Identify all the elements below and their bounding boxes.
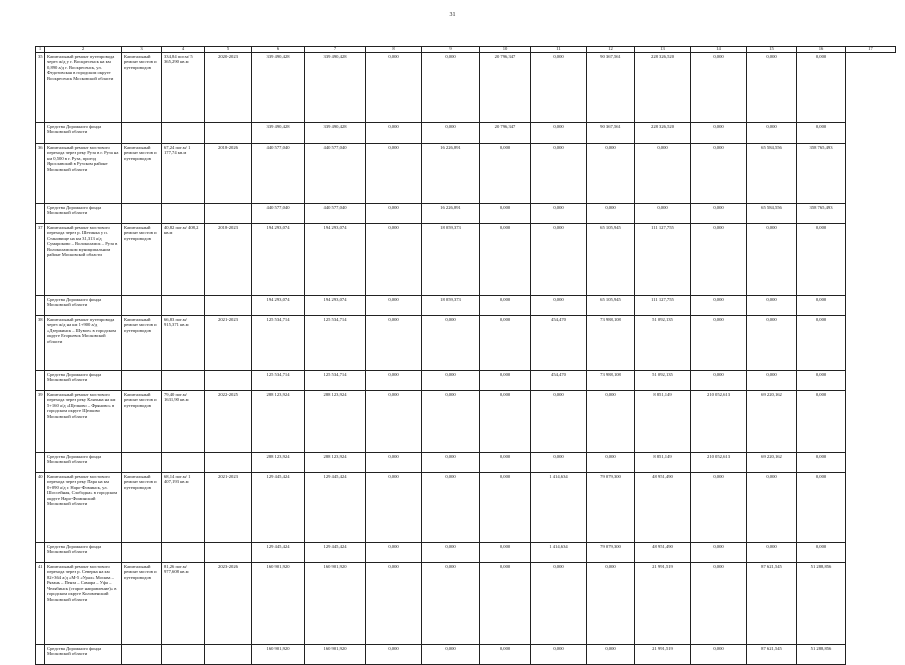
amount-cell: 0,000 [747, 52, 797, 122]
amount-cell: 87 621,545 [747, 562, 797, 644]
amount-cell: 440 577,040 [252, 203, 305, 223]
amount-cell: 0,000 [366, 644, 422, 664]
amount-cell: 65 584,556 [747, 203, 797, 223]
work-type: Капитальный ремонт мостов и путепроводов [122, 472, 162, 542]
amount-cell: 0,000 [587, 562, 635, 644]
amount-cell: 0,000 [480, 370, 531, 390]
amount-cell: 0,000 [531, 562, 587, 644]
empty-cell [36, 370, 45, 390]
amount-cell: 125 534,714 [252, 315, 305, 370]
page-number: 31 [449, 12, 456, 18]
project-name: Капитальный ремонт путепровода через ж/д на км 1+900 а/д «Дзержинск – Шувое» в городском округе Егорьевск Московской области [45, 315, 122, 370]
project-row [36, 143, 896, 203]
amount-cell: 0,000 [691, 52, 747, 122]
amount-cell: 0,000 [797, 370, 846, 390]
amount-cell: 0,000 [422, 122, 480, 143]
amount-cell: 129 445,424 [305, 472, 366, 542]
amount-cell: 194 293,074 [305, 295, 366, 315]
work-type: Капитальный ремонт мостов и путепроводов [122, 52, 162, 122]
amount-cell: 48 951,490 [635, 542, 691, 562]
funding-source-row [36, 644, 896, 664]
empty-cell [36, 295, 45, 315]
work-type: Капитальный ремонт мостов и путепроводов [122, 315, 162, 370]
capacity: 79,40 пог.м/ 1631,90 кв.м [162, 390, 205, 452]
empty-cell [36, 542, 45, 562]
amount-cell: 0,000 [480, 295, 531, 315]
amount-cell: 210 052,613 [691, 452, 747, 472]
amount-cell: 440 577,040 [252, 143, 305, 203]
amount-cell: 0,000 [366, 390, 422, 452]
amount-cell: 228 326,520 [635, 52, 691, 122]
empty-cell [122, 203, 162, 223]
amount-cell: 65 584,556 [747, 143, 797, 203]
amount-cell: 0,000 [480, 390, 531, 452]
amount-cell: 288 123,924 [252, 452, 305, 472]
amount-cell: 0,000 [635, 203, 691, 223]
amount-cell: 0,000 [422, 562, 480, 644]
amount-cell: 0,000 [747, 542, 797, 562]
amount-cell: 0,000 [480, 542, 531, 562]
amount-cell: 0,000 [531, 452, 587, 472]
amount-cell: 90 367,561 [587, 122, 635, 143]
amount-cell: 0,000 [691, 122, 747, 143]
amount-cell: 0,000 [747, 315, 797, 370]
empty-cell [162, 203, 205, 223]
amount-cell: 0,000 [366, 562, 422, 644]
row-number: 36 [36, 143, 45, 203]
empty-cell [162, 295, 205, 315]
empty-cell [162, 370, 205, 390]
amount-cell: 0,000 [797, 472, 846, 542]
amount-cell: 48 951,490 [635, 472, 691, 542]
project-row [36, 390, 896, 452]
amount-cell: 0,000 [480, 562, 531, 644]
amount-cell: 20 796,347 [480, 52, 531, 122]
column-number: 7 [305, 47, 366, 53]
empty-cell [205, 295, 252, 315]
amount-cell: 0,000 [366, 542, 422, 562]
funding-source: Средства Дорожного фонда Московской области [45, 370, 122, 390]
amount-cell: 0,000 [531, 223, 587, 295]
empty-cell [122, 542, 162, 562]
funding-source: Средства Дорожного фонда Московской области [45, 452, 122, 472]
amount-cell: 0,000 [691, 223, 747, 295]
amount-cell: 339 490,428 [305, 52, 366, 122]
amount-cell: 0,000 [691, 542, 747, 562]
amount-cell: 0,000 [480, 203, 531, 223]
empty-cell [162, 122, 205, 143]
amount-cell: 0,000 [480, 452, 531, 472]
project-row [36, 472, 896, 542]
amount-cell: 0,000 [587, 644, 635, 664]
amount-cell: 129 445,424 [252, 542, 305, 562]
amount-cell: 0,000 [531, 143, 587, 203]
amount-cell: 0,000 [531, 295, 587, 315]
funding-source-row [36, 452, 896, 472]
work-type: Капитальный ремонт мостов и путепроводов [122, 223, 162, 295]
amount-cell: 0,000 [480, 315, 531, 370]
project-name: Капитальный ремонт мостового перехода через р. Северка на км 82+364 а/д «М-5 «Урал» Москва – Рязань – Пенза – Самара – Уфа – Челябинск (старое направление)» в городском округе Коломенский Московской области [45, 562, 122, 644]
work-type: Капитальный ремонт мостов и путепроводов [122, 562, 162, 644]
amount-cell: 51 288,856 [797, 562, 846, 644]
capacity: 40,82 пог.м/ 408,2 кв.м [162, 223, 205, 295]
amount-cell: 339 490,428 [252, 122, 305, 143]
empty-cell [36, 644, 45, 664]
amount-cell: 440 577,040 [305, 143, 366, 203]
empty-cell [36, 122, 45, 143]
amount-cell: 90 367,561 [587, 52, 635, 122]
amount-cell: 358 765,493 [797, 203, 846, 223]
work-type: Капитальный ремонт мостов и путепроводов [122, 143, 162, 203]
empty-cell [122, 295, 162, 315]
amount-cell: 0,000 [366, 370, 422, 390]
funding-source-row [36, 370, 896, 390]
amount-cell: 0,000 [480, 223, 531, 295]
amount-cell: 0,000 [797, 122, 846, 143]
row-number: 39 [36, 390, 45, 452]
row-number: 37 [36, 223, 45, 295]
amount-cell: 0,000 [797, 542, 846, 562]
amount-cell: 51 092,135 [635, 370, 691, 390]
amount-cell: 1 414,634 [531, 472, 587, 542]
amount-cell: 0,000 [366, 223, 422, 295]
amount-cell: 8 851,149 [635, 452, 691, 472]
capacity: 66,83 пог.м/ 915,371 кв.м [162, 315, 205, 370]
empty-cell [122, 644, 162, 664]
amount-cell: 73 988,108 [587, 370, 635, 390]
amount-cell: 79 079,300 [587, 472, 635, 542]
amount-cell: 0,000 [587, 452, 635, 472]
years: 2021-2023 [205, 472, 252, 542]
capacity: 334,84 пог.м/ 5 365,290 кв.м [162, 52, 205, 122]
amount-cell: 0,000 [531, 644, 587, 664]
funding-source: Средства Дорожного фонда Московской области [45, 542, 122, 562]
amount-cell: 0,000 [422, 542, 480, 562]
amount-cell: 0,000 [691, 644, 747, 664]
project-name: Капитальный ремонт путепровода через ж/д у г. Воскресенск на км 0,890 а/д г. Воскресенск, ул. Федотовская в городском округе Воскресенск Московской области [45, 52, 122, 122]
amount-cell: 18 059,373 [422, 295, 480, 315]
amount-cell: 0,000 [797, 295, 846, 315]
amount-cell: 0,000 [635, 143, 691, 203]
amount-cell: 0,000 [366, 472, 422, 542]
amount-cell: 0,000 [422, 390, 480, 452]
empty-cell [122, 122, 162, 143]
amount-cell: 0,000 [691, 143, 747, 203]
empty-cell [205, 452, 252, 472]
amount-cell: 0,000 [747, 472, 797, 542]
amount-cell: 0,000 [422, 472, 480, 542]
years: 2018-2026 [205, 143, 252, 203]
amount-cell: 288 123,924 [305, 452, 366, 472]
amount-cell: 0,000 [366, 295, 422, 315]
project-name: Капитальный ремонт мостового перехода через реку Клязьма на км 5+160 а/д «Щелково – Фряново» в городском округе Щелково Московской области [45, 390, 122, 452]
amount-cell: 0,000 [422, 452, 480, 472]
column-number: 8 [366, 47, 422, 53]
empty-cell [205, 542, 252, 562]
empty-cell [122, 452, 162, 472]
column-number: 12 [587, 47, 635, 53]
column-number: 16 [797, 47, 846, 53]
amount-cell: 0,000 [480, 644, 531, 664]
column-number: 13 [635, 47, 691, 53]
amount-cell: 0,000 [531, 52, 587, 122]
amount-cell: 0,000 [366, 315, 422, 370]
capacity: 68,14 пог.м/ 1 407,193 кв.м [162, 472, 205, 542]
budget-table [35, 46, 896, 665]
amount-cell: 0,000 [747, 122, 797, 143]
empty-cell [36, 203, 45, 223]
amount-cell: 87 621,545 [747, 644, 797, 664]
amount-cell: 65 105,945 [587, 223, 635, 295]
row-number: 41 [36, 562, 45, 644]
years: 2018-2023 [205, 223, 252, 295]
column-number: 3 [122, 47, 162, 53]
row-number: 38 [36, 315, 45, 370]
empty-cell [205, 122, 252, 143]
empty-cell [162, 452, 205, 472]
funding-source-row [36, 122, 896, 143]
empty-cell [162, 644, 205, 664]
amount-cell: 65 105,945 [587, 295, 635, 315]
project-name: Капитальный ремонт мостового перехода через реку Руза в г. Руза на км 0,500 в г. Руза, проезд Ярославский в Рузском районе Московской области [45, 143, 122, 203]
funding-source-row [36, 203, 896, 223]
amount-cell: 0,000 [422, 52, 480, 122]
project-name: Капитальный ремонт мостового перехода через реку Пара на км 0+090 а/д г. Наро-Фоминск, ул. Шоссейная, Слободка» в городском округе Наро-Фоминский Московской области [45, 472, 122, 542]
amount-cell: 0,000 [587, 143, 635, 203]
amount-cell: 160 901,920 [305, 562, 366, 644]
column-number: 2 [45, 47, 122, 53]
amount-cell: 0,000 [422, 315, 480, 370]
amount-cell: 194 293,074 [252, 295, 305, 315]
amount-cell: 0,000 [587, 390, 635, 452]
amount-cell: 288 123,924 [305, 390, 366, 452]
amount-cell: 288 123,924 [252, 390, 305, 452]
amount-cell: 8 851,149 [635, 390, 691, 452]
amount-cell: 339 490,428 [252, 52, 305, 122]
project-name: Капитальный ремонт мостового перехода через р. Шетинка у п. Становище на км 31,313 а/д Сумароково – Волоколамск – Руза в Волоколамском муниципальном районе Московской области [45, 223, 122, 295]
amount-cell: 125 534,714 [305, 370, 366, 390]
years: 2022-2025 [205, 390, 252, 452]
amount-cell: 0,000 [797, 390, 846, 452]
amount-cell: 0,000 [691, 315, 747, 370]
amount-cell: 160 901,920 [252, 562, 305, 644]
amount-cell: 0,000 [797, 315, 846, 370]
amount-cell: 454,470 [531, 370, 587, 390]
amount-cell: 0,000 [747, 370, 797, 390]
funding-source: Средства Дорожного фонда Московской области [45, 644, 122, 664]
years: 2020-2023 [205, 52, 252, 122]
row-number: 40 [36, 472, 45, 542]
amount-cell: 51 092,135 [635, 315, 691, 370]
column-number: 1 [36, 47, 45, 53]
amount-cell: 0,000 [366, 122, 422, 143]
amount-cell: 111 127,755 [635, 223, 691, 295]
amount-cell: 0,000 [480, 143, 531, 203]
amount-cell: 18 059,373 [422, 223, 480, 295]
funding-source-row [36, 542, 896, 562]
amount-cell: 129 445,424 [305, 542, 366, 562]
funding-source: Средства Дорожного фонда Московской области [45, 295, 122, 315]
empty-cell [205, 370, 252, 390]
years: 2021-2023 [205, 315, 252, 370]
project-row [36, 52, 896, 122]
column-number: 4 [162, 47, 205, 53]
amount-cell: 0,000 [366, 452, 422, 472]
amount-cell: 358 765,493 [797, 143, 846, 203]
project-row [36, 223, 896, 295]
amount-cell: 0,000 [531, 390, 587, 452]
amount-cell: 0,000 [366, 52, 422, 122]
amount-cell: 0,000 [797, 52, 846, 122]
amount-cell: 0,000 [691, 295, 747, 315]
funding-source: Средства Дорожного фонда Московской области [45, 122, 122, 143]
amount-cell: 0,000 [797, 223, 846, 295]
amount-cell: 0,000 [587, 203, 635, 223]
years: 2023-2026 [205, 562, 252, 644]
capacity: 67,24 пог.м/ 1 177,74 кв.м [162, 143, 205, 203]
amount-cell: 160 901,920 [252, 644, 305, 664]
amount-cell: 0,000 [691, 562, 747, 644]
amount-cell: 0,000 [480, 472, 531, 542]
amount-cell: 210 052,613 [691, 390, 747, 452]
amount-cell: 160 901,920 [305, 644, 366, 664]
amount-cell: 0,000 [366, 203, 422, 223]
capacity: 81,26 пог.м/ 977,608 кв.м [162, 562, 205, 644]
amount-cell: 0,000 [691, 203, 747, 223]
project-row [36, 562, 896, 644]
amount-cell: 0,000 [422, 370, 480, 390]
amount-cell: 0,000 [747, 295, 797, 315]
amount-cell: 454,470 [531, 315, 587, 370]
column-number: 11 [531, 47, 587, 53]
amount-cell: 69 220,162 [747, 390, 797, 452]
amount-cell: 0,000 [797, 452, 846, 472]
amount-cell: 125 534,714 [305, 315, 366, 370]
column-number: 15 [747, 47, 797, 53]
amount-cell: 125 534,714 [252, 370, 305, 390]
amount-cell: 0,000 [691, 472, 747, 542]
column-number: 14 [691, 47, 747, 53]
amount-cell: 194 293,074 [252, 223, 305, 295]
work-type: Капитальный ремонт мостов и путепроводов [122, 390, 162, 452]
project-row [36, 315, 896, 370]
amount-cell: 79 079,300 [587, 542, 635, 562]
column-number: 6 [252, 47, 305, 53]
amount-cell: 20 796,347 [480, 122, 531, 143]
amount-cell: 0,000 [531, 122, 587, 143]
column-number: 10 [480, 47, 531, 53]
empty-cell [36, 452, 45, 472]
amount-cell: 194 293,074 [305, 223, 366, 295]
amount-cell: 440 577,040 [305, 203, 366, 223]
amount-cell: 0,000 [691, 370, 747, 390]
amount-cell: 73 988,108 [587, 315, 635, 370]
amount-cell: 16 226,891 [422, 203, 480, 223]
column-number: 17 [846, 47, 896, 53]
empty-cell [162, 542, 205, 562]
column-number: 5 [205, 47, 252, 53]
empty-cell [205, 644, 252, 664]
amount-cell: 21 991,519 [635, 562, 691, 644]
amount-cell: 0,000 [422, 644, 480, 664]
amount-cell: 129 445,424 [252, 472, 305, 542]
amount-cell: 69 220,162 [747, 452, 797, 472]
amount-cell: 228 326,520 [635, 122, 691, 143]
column-number: 9 [422, 47, 480, 53]
amount-cell: 0,000 [366, 143, 422, 203]
amount-cell: 21 991,519 [635, 644, 691, 664]
amount-cell: 51 288,856 [797, 644, 846, 664]
amount-cell: 0,000 [531, 203, 587, 223]
amount-cell: 339 490,428 [305, 122, 366, 143]
amount-cell: 111 127,755 [635, 295, 691, 315]
amount-cell: 0,000 [747, 223, 797, 295]
amount-cell: 1 414,634 [531, 542, 587, 562]
row-number: 35 [36, 52, 45, 122]
funding-source: Средства Дорожного фонда Московской области [45, 203, 122, 223]
empty-cell [122, 370, 162, 390]
funding-source-row [36, 295, 896, 315]
empty-cell [205, 203, 252, 223]
amount-cell: 16 226,891 [422, 143, 480, 203]
